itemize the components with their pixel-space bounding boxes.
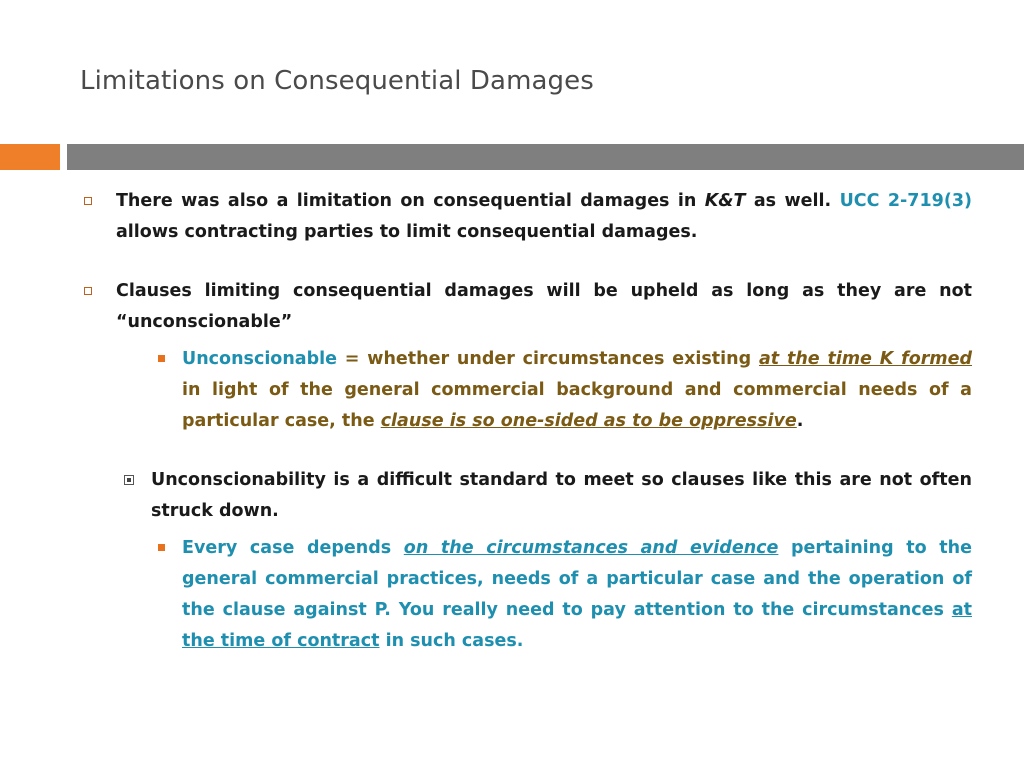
emphasis-circumstances-evidence: on the circumstances and evidence: [403, 538, 779, 558]
term-unconscionable: Unconscionable: [182, 349, 337, 369]
bullet-clauses-upheld: [80, 276, 972, 338]
hollow-square-bullet-icon: [84, 197, 92, 205]
sub-bullet-text: pertaining to the general commercial practices, needs of a particular case and the operation of the clause against P. You really need to pay attention to the circumstances: [182, 538, 972, 620]
case-name: K&T: [704, 191, 746, 211]
slide-title: Limitations on Consequential Damages: [80, 66, 594, 96]
boxed-square-bullet-icon: [124, 475, 134, 485]
slide-content: [80, 186, 972, 657]
bullet-text: Unconscionability is a difficult standard to meet so clauses like this are not often struck down.: [151, 470, 972, 521]
bullet-text: allows contracting parties to limit consequential damages.: [116, 222, 698, 242]
bullet-text: as well.: [745, 191, 840, 211]
accent-bar: [0, 144, 60, 170]
definition-text: in light of the general commercial background and commercial needs of a particular case, the: [182, 380, 972, 431]
emphasis-time-of-contract: at the time of contract: [182, 600, 972, 651]
filled-square-bullet-icon: [158, 355, 165, 362]
definition-text: = whether under circumstances existing: [337, 349, 759, 369]
filled-square-bullet-icon: [158, 544, 165, 551]
ucc-reference: UCC 2-719(3): [839, 191, 972, 211]
definition-period: .: [796, 411, 804, 431]
sub-bullet-text: Every case depends: [182, 538, 404, 558]
sub-bullet-text: in such cases.: [379, 631, 524, 651]
bullet-difficult-standard: [80, 465, 972, 527]
bullet-text: There was also a limitation on consequential damages in: [116, 191, 705, 211]
bullet-kt-limitation: [80, 186, 972, 248]
title-divider-bar: [67, 144, 1024, 170]
sub-bullet-every-case: [80, 533, 972, 657]
emphasis-one-sided: clause is so one-sided as to be oppressive: [380, 411, 797, 431]
emphasis-time-formed: at the time K formed: [758, 349, 972, 369]
sub-bullet-unconscionable-definition: [80, 344, 972, 437]
bullet-text: Clauses limiting consequential damages will be upheld as long as they are not “unconscionable”: [116, 281, 972, 332]
hollow-square-bullet-icon: [84, 287, 92, 295]
